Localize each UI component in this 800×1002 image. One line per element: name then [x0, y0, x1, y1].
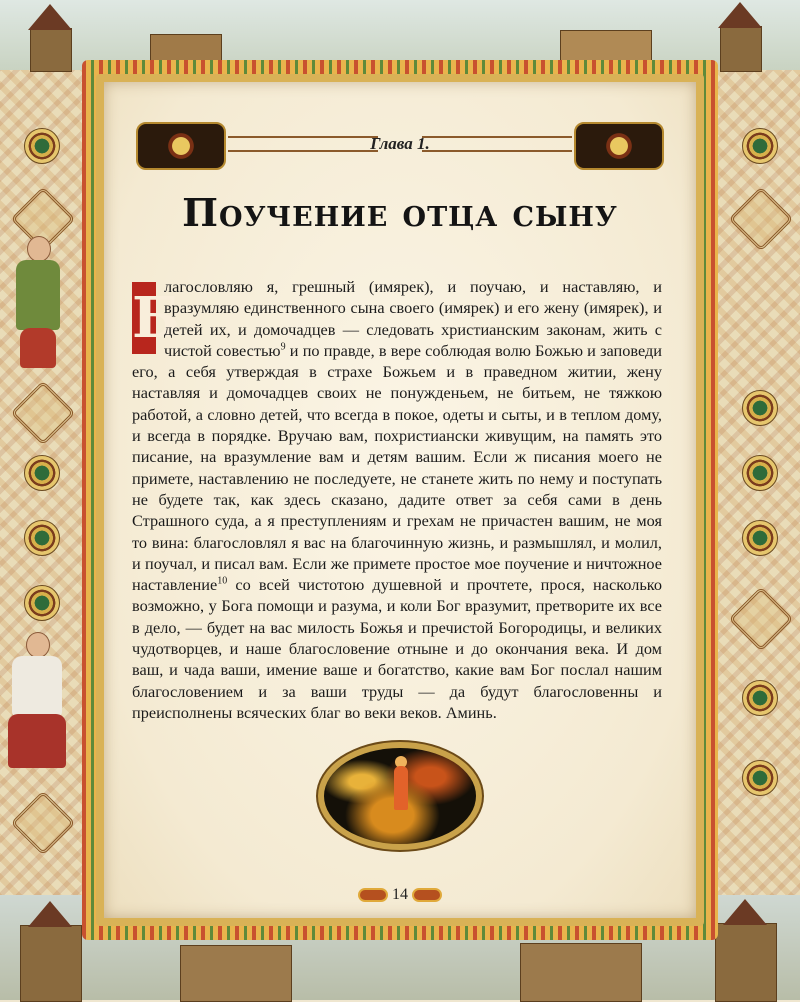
- drop-cap: Б: [132, 282, 156, 354]
- man-portrait: [0, 230, 80, 370]
- portrait-blouse: [12, 656, 62, 716]
- page-number-ornament-icon: [414, 890, 440, 900]
- portrait-caftan: [16, 260, 60, 330]
- medallion-icon: [742, 128, 778, 164]
- paragraph-part: со всей чистотою душевной и прочтете, прося, насколько возможно, у Бога помощи и разума, и коли Бог вразумит, претворите их все в дело, — будет на вас милость Божья и пречистой Богородицы, и великих чудотворцев, и наше благословение отныне и до окончания века. И дом ваш, и чада ваши, имение ваше и богатство, какие вам Бог послал нашим благословением и за ваши труды — да будут благословенны и преисполнены всяческих благ во веки веков. Аминь.: [132, 575, 662, 722]
- pavilion-icon: [180, 945, 292, 1002]
- pavilion-icon: [520, 943, 642, 1002]
- chapter-label: Глава 1.: [370, 134, 430, 153]
- page-number: 14: [392, 886, 408, 903]
- woman-portrait: [0, 620, 80, 770]
- medallion-icon: [24, 128, 60, 164]
- medallion-icon: [24, 520, 60, 556]
- medallion-icon: [24, 585, 60, 621]
- house-roof-icon: [723, 899, 767, 925]
- house-roof-icon: [28, 901, 72, 927]
- chapter-header: [136, 122, 664, 166]
- medallion-icon: [742, 760, 778, 796]
- medallion-icon: [742, 390, 778, 426]
- portrait-skirt: [8, 714, 66, 768]
- medallion-icon: [24, 455, 60, 491]
- paragraph-part: лагословляю я, грешный (имярек), и поучаю, и наставляю, и вразумляю единственного сына своего (имярек) и его жену (имярек), и детей их, и домочадцев — следовать христианским законам, жить с чистой совестью: [164, 277, 662, 360]
- page-title: Поучение отца сыну: [182, 190, 618, 235]
- medallion-icon: [742, 455, 778, 491]
- page-number-row: [360, 884, 440, 906]
- wooden-tower-icon: [30, 28, 72, 72]
- tower-roof-icon: [28, 4, 72, 30]
- lacquer-miniature-image: [324, 748, 476, 844]
- paragraph-part: и по правде, в вере соблюдая волю Божью и заповеди его, а себя утверждая в страхе Божьем и в праведном житии, жену наставляя и домочадцев своих не понужденьем, не битьем, не тяжкою работой, а словно детей, что всегда в покое, одеты и сыты, и в теплом дому, и всегда в порядке. Вручаю вам, похристиански живущим, на память это писание, на вразумление вам и детям вашим. Если ж писания моего не примете, наставлению не последуете, не станете жить по нему и поступать не будете так, как здесь сказано, дадите ответ за себя сами в день Страшного суда, а я преступлениям и грехам не причастен вашим, не моя то вина: благословлял я вас на благочинную жизнь, и размышлял, и молил, и поучал, и писал вам. Если же примете простое мое поучение и ничтожное наставление: [132, 340, 662, 595]
- tower-roof-icon: [718, 2, 762, 28]
- medallion-icon: [742, 520, 778, 556]
- wooden-house-icon: [715, 923, 777, 1002]
- body-text: [132, 276, 662, 723]
- portrait-trousers: [20, 328, 56, 368]
- portrait-head: [27, 236, 51, 262]
- footnote-ref[interactable]: 9: [280, 341, 286, 353]
- wooden-tower-icon: [720, 26, 762, 72]
- medallion-icon: [742, 680, 778, 716]
- folk-ornament-icon: [574, 122, 664, 170]
- portrait-head: [26, 632, 50, 658]
- footnote-ref[interactable]: 10: [217, 575, 228, 587]
- figure-body: [394, 766, 408, 810]
- wooden-house-icon: [20, 925, 82, 1002]
